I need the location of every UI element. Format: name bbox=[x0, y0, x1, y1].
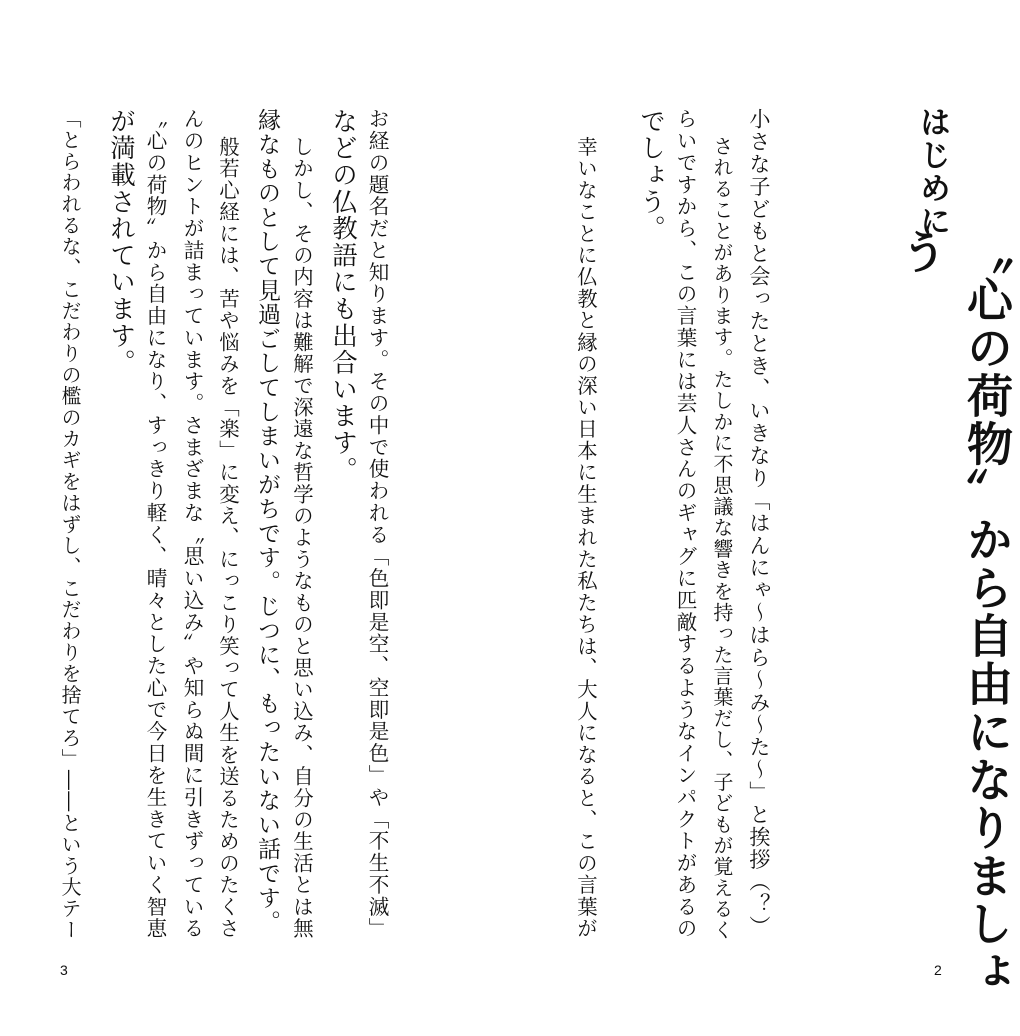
text-column-3: しかし、その内容は難解で深遠な哲学のようなものと思い込み、自分の生活とは無 bbox=[290, 136, 314, 940]
text-column-7: 〝心の荷物〟から自由になり、すっきり軽く、晴々とした心で今日を生きていく智恵 bbox=[143, 108, 167, 940]
chapter-heading: 〝心の荷物〟から自由になりましょう bbox=[894, 228, 1014, 996]
text-column-1: お経の題名だと知ります。その中で使われる「色即是空、空即是色」や「不生不滅」 bbox=[365, 108, 389, 940]
text-column-4: でしょう。 bbox=[636, 108, 666, 242]
left-page bbox=[0, 0, 500, 1036]
text-column-2: されることがあります。たしかに不思議な響きを持った言葉だし、子どもが覚えるく bbox=[710, 136, 733, 941]
page-number: 2 bbox=[934, 962, 942, 978]
text-column-2: などの仏教語にも出合います。 bbox=[328, 108, 358, 484]
text-column-1: 小さな子どもと会ったとき、いきなり「はんにゃ〜はら〜み〜た〜」と挨拶（？） bbox=[747, 108, 772, 938]
text-column-9: 「とらわれるな、こだわりの檻のカギをはずし、こだわりを捨てろ」――という大テー bbox=[58, 108, 82, 941]
text-column-5: 幸いなことに仏教と縁の深い日本に生まれた私たちは、大人になると、この言葉が bbox=[574, 136, 598, 940]
right-page bbox=[500, 0, 1014, 1036]
text-column-8: が満載されています。 bbox=[106, 108, 136, 376]
text-column-6: んのヒントが詰まっています。さまざまな〝思い込み〟や知らぬ間に引きずっている bbox=[180, 108, 204, 940]
page-number: 3 bbox=[60, 962, 68, 978]
text-column-3: らいですから、この言葉には芸人さんのギャグに匹敵するようなインパクトがあるの bbox=[673, 108, 697, 940]
chapter-heading-lead: はじめに bbox=[914, 106, 950, 238]
text-column-5: 般若心経には、苦や悩みを「楽」に変え、にっこり笑って人生を送るためのたくさ bbox=[216, 136, 240, 940]
text-column-4: 縁なものとして見過ごしてしまいがちです。じつに、もったいない話です。 bbox=[254, 108, 280, 935]
